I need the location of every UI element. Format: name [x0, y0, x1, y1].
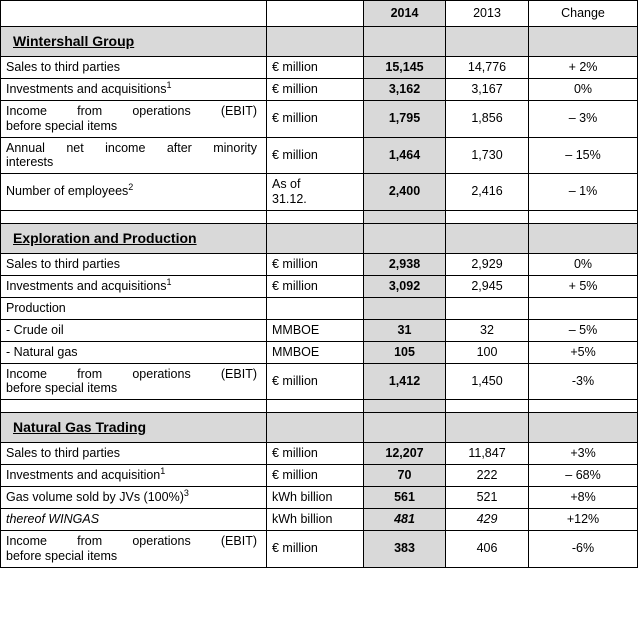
spacer-cell-2014	[364, 400, 446, 413]
row-change	[529, 297, 638, 319]
section-title: Exploration and Production	[1, 223, 267, 253]
row-value-2014: 12,207	[364, 443, 446, 465]
row-value-2013: 521	[446, 487, 529, 509]
table-row	[1, 253, 638, 275]
row-unit: € million	[267, 253, 364, 275]
header-col-2013: 2013	[446, 1, 529, 27]
footnote-marker: 1	[166, 79, 172, 90]
row-value-2013: 1,856	[446, 101, 529, 138]
section-2013-cell	[446, 223, 529, 253]
section-change-cell	[529, 223, 638, 253]
spacer-cell	[1, 210, 267, 223]
row-label: - Crude oil	[1, 319, 267, 341]
row-unit: MMBOE	[267, 319, 364, 341]
table-row	[1, 174, 638, 211]
header-blank-label	[1, 1, 267, 27]
table-row	[1, 101, 638, 138]
row-value-2013: 222	[446, 465, 529, 487]
row-unit: € million	[267, 79, 364, 101]
spacer-row	[1, 400, 638, 413]
row-unit: € million	[267, 137, 364, 174]
section-unit-cell	[267, 223, 364, 253]
row-label: Income from operations (EBIT) before special items	[1, 101, 267, 138]
row-value-2014: 105	[364, 341, 446, 363]
row-label: Annual net income after minority interests	[1, 137, 267, 174]
row-unit: MMBOE	[267, 341, 364, 363]
section-2013-cell	[446, 413, 529, 443]
row-label: Sales to third parties	[1, 443, 267, 465]
row-change: +12%	[529, 509, 638, 531]
row-unit: € million	[267, 363, 364, 400]
table-row	[1, 465, 638, 487]
row-change: – 5%	[529, 319, 638, 341]
row-change: 0%	[529, 253, 638, 275]
row-value-2014: 70	[364, 465, 446, 487]
section-2014-cell	[364, 413, 446, 443]
row-value-2013: 2,416	[446, 174, 529, 211]
row-label: Production	[1, 297, 267, 319]
row-value-2013	[446, 297, 529, 319]
row-value-2013: 1,730	[446, 137, 529, 174]
spacer-row	[1, 210, 638, 223]
row-value-2013: 2,929	[446, 253, 529, 275]
table-header-row	[1, 1, 638, 27]
header-blank-unit	[267, 1, 364, 27]
section-title: Wintershall Group	[1, 27, 267, 57]
table-row	[1, 137, 638, 174]
row-unit	[267, 297, 364, 319]
row-value-2014: 3,162	[364, 79, 446, 101]
row-change: – 3%	[529, 101, 638, 138]
row-value-2014: 1,795	[364, 101, 446, 138]
row-value-2014: 383	[364, 531, 446, 568]
row-label: Investments and acquisitions$^1$	[1, 275, 267, 297]
row-value-2014: 561	[364, 487, 446, 509]
footnote-marker: 2	[128, 182, 134, 193]
spacer-cell	[1, 400, 267, 413]
footnote-marker: 1	[160, 465, 166, 476]
row-unit: € million	[267, 443, 364, 465]
row-change: – 15%	[529, 137, 638, 174]
section-header-wintershall-group	[1, 27, 638, 57]
row-label: Sales to third parties	[1, 57, 267, 79]
table-row	[1, 297, 638, 319]
row-value-2013: 11,847	[446, 443, 529, 465]
header-col-change: Change	[529, 1, 638, 27]
section-unit-cell	[267, 413, 364, 443]
row-value-2013: 2,945	[446, 275, 529, 297]
table-row	[1, 363, 638, 400]
spacer-cell	[446, 210, 529, 223]
section-2014-cell	[364, 223, 446, 253]
table-row	[1, 275, 638, 297]
row-value-2014: 15,145	[364, 57, 446, 79]
row-change: – 1%	[529, 174, 638, 211]
row-value-2013: 1,450	[446, 363, 529, 400]
header-col-2014: 2014	[364, 1, 446, 27]
row-value-2013: 3,167	[446, 79, 529, 101]
row-value-2014: 2,938	[364, 253, 446, 275]
footnote-marker: 1	[166, 276, 172, 287]
section-2013-cell	[446, 27, 529, 57]
row-value-2013: 406	[446, 531, 529, 568]
row-label: Gas volume sold by JVs $(100\%)^3$	[1, 487, 267, 509]
row-value-2013: 100	[446, 341, 529, 363]
row-unit: kWh billion	[267, 509, 364, 531]
section-title: Natural Gas Trading	[1, 413, 267, 443]
row-value-2014: 1,464	[364, 137, 446, 174]
row-unit: € million	[267, 101, 364, 138]
spacer-cell-2014	[364, 210, 446, 223]
section-change-cell	[529, 27, 638, 57]
row-value-2014: 31	[364, 319, 446, 341]
spacer-cell	[529, 400, 638, 413]
row-label: Investments and acquisitions$^1$	[1, 79, 267, 101]
row-value-2013: 429	[446, 509, 529, 531]
table-row	[1, 509, 638, 531]
spacer-cell	[267, 400, 364, 413]
table-row	[1, 319, 638, 341]
row-unit: € million	[267, 57, 364, 79]
table-row	[1, 443, 638, 465]
table-row	[1, 341, 638, 363]
row-value-2013: 32	[446, 319, 529, 341]
row-label: Income from operations (EBIT) before special items	[1, 531, 267, 568]
section-header-exploration-and-production	[1, 223, 638, 253]
section-change-cell	[529, 413, 638, 443]
row-change: +3%	[529, 443, 638, 465]
row-value-2014: 3,092	[364, 275, 446, 297]
table-row	[1, 487, 638, 509]
section-header-natural-gas-trading	[1, 413, 638, 443]
row-label: Number of employees$^2$	[1, 174, 267, 211]
footnote-marker: 3	[183, 487, 189, 498]
row-unit: As of 31.12.	[267, 174, 364, 211]
section-unit-cell	[267, 27, 364, 57]
row-label: Income from operations (EBIT) before special items	[1, 363, 267, 400]
row-change: – 68%	[529, 465, 638, 487]
row-change: + 5%	[529, 275, 638, 297]
row-change: +5%	[529, 341, 638, 363]
row-value-2014: 1,412	[364, 363, 446, 400]
row-value-2014: 2,400	[364, 174, 446, 211]
table-row	[1, 57, 638, 79]
row-unit: € million	[267, 531, 364, 568]
section-2014-cell	[364, 27, 446, 57]
row-value-2014	[364, 297, 446, 319]
row-change: + 2%	[529, 57, 638, 79]
spacer-cell	[529, 210, 638, 223]
row-change: -3%	[529, 363, 638, 400]
row-value-2013: 14,776	[446, 57, 529, 79]
row-unit: € million	[267, 275, 364, 297]
row-label: Sales to third parties	[1, 253, 267, 275]
spacer-cell	[446, 400, 529, 413]
spacer-cell	[267, 210, 364, 223]
row-unit: € million	[267, 465, 364, 487]
row-change: +8%	[529, 487, 638, 509]
table-row	[1, 79, 638, 101]
row-change: 0%	[529, 79, 638, 101]
row-label: thereof WINGAS	[1, 509, 267, 531]
row-value-2014: 481	[364, 509, 446, 531]
row-label: - Natural gas	[1, 341, 267, 363]
row-unit: kWh billion	[267, 487, 364, 509]
row-label: Investments and acquisition$^1$	[1, 465, 267, 487]
row-change: -6%	[529, 531, 638, 568]
table-row	[1, 531, 638, 568]
